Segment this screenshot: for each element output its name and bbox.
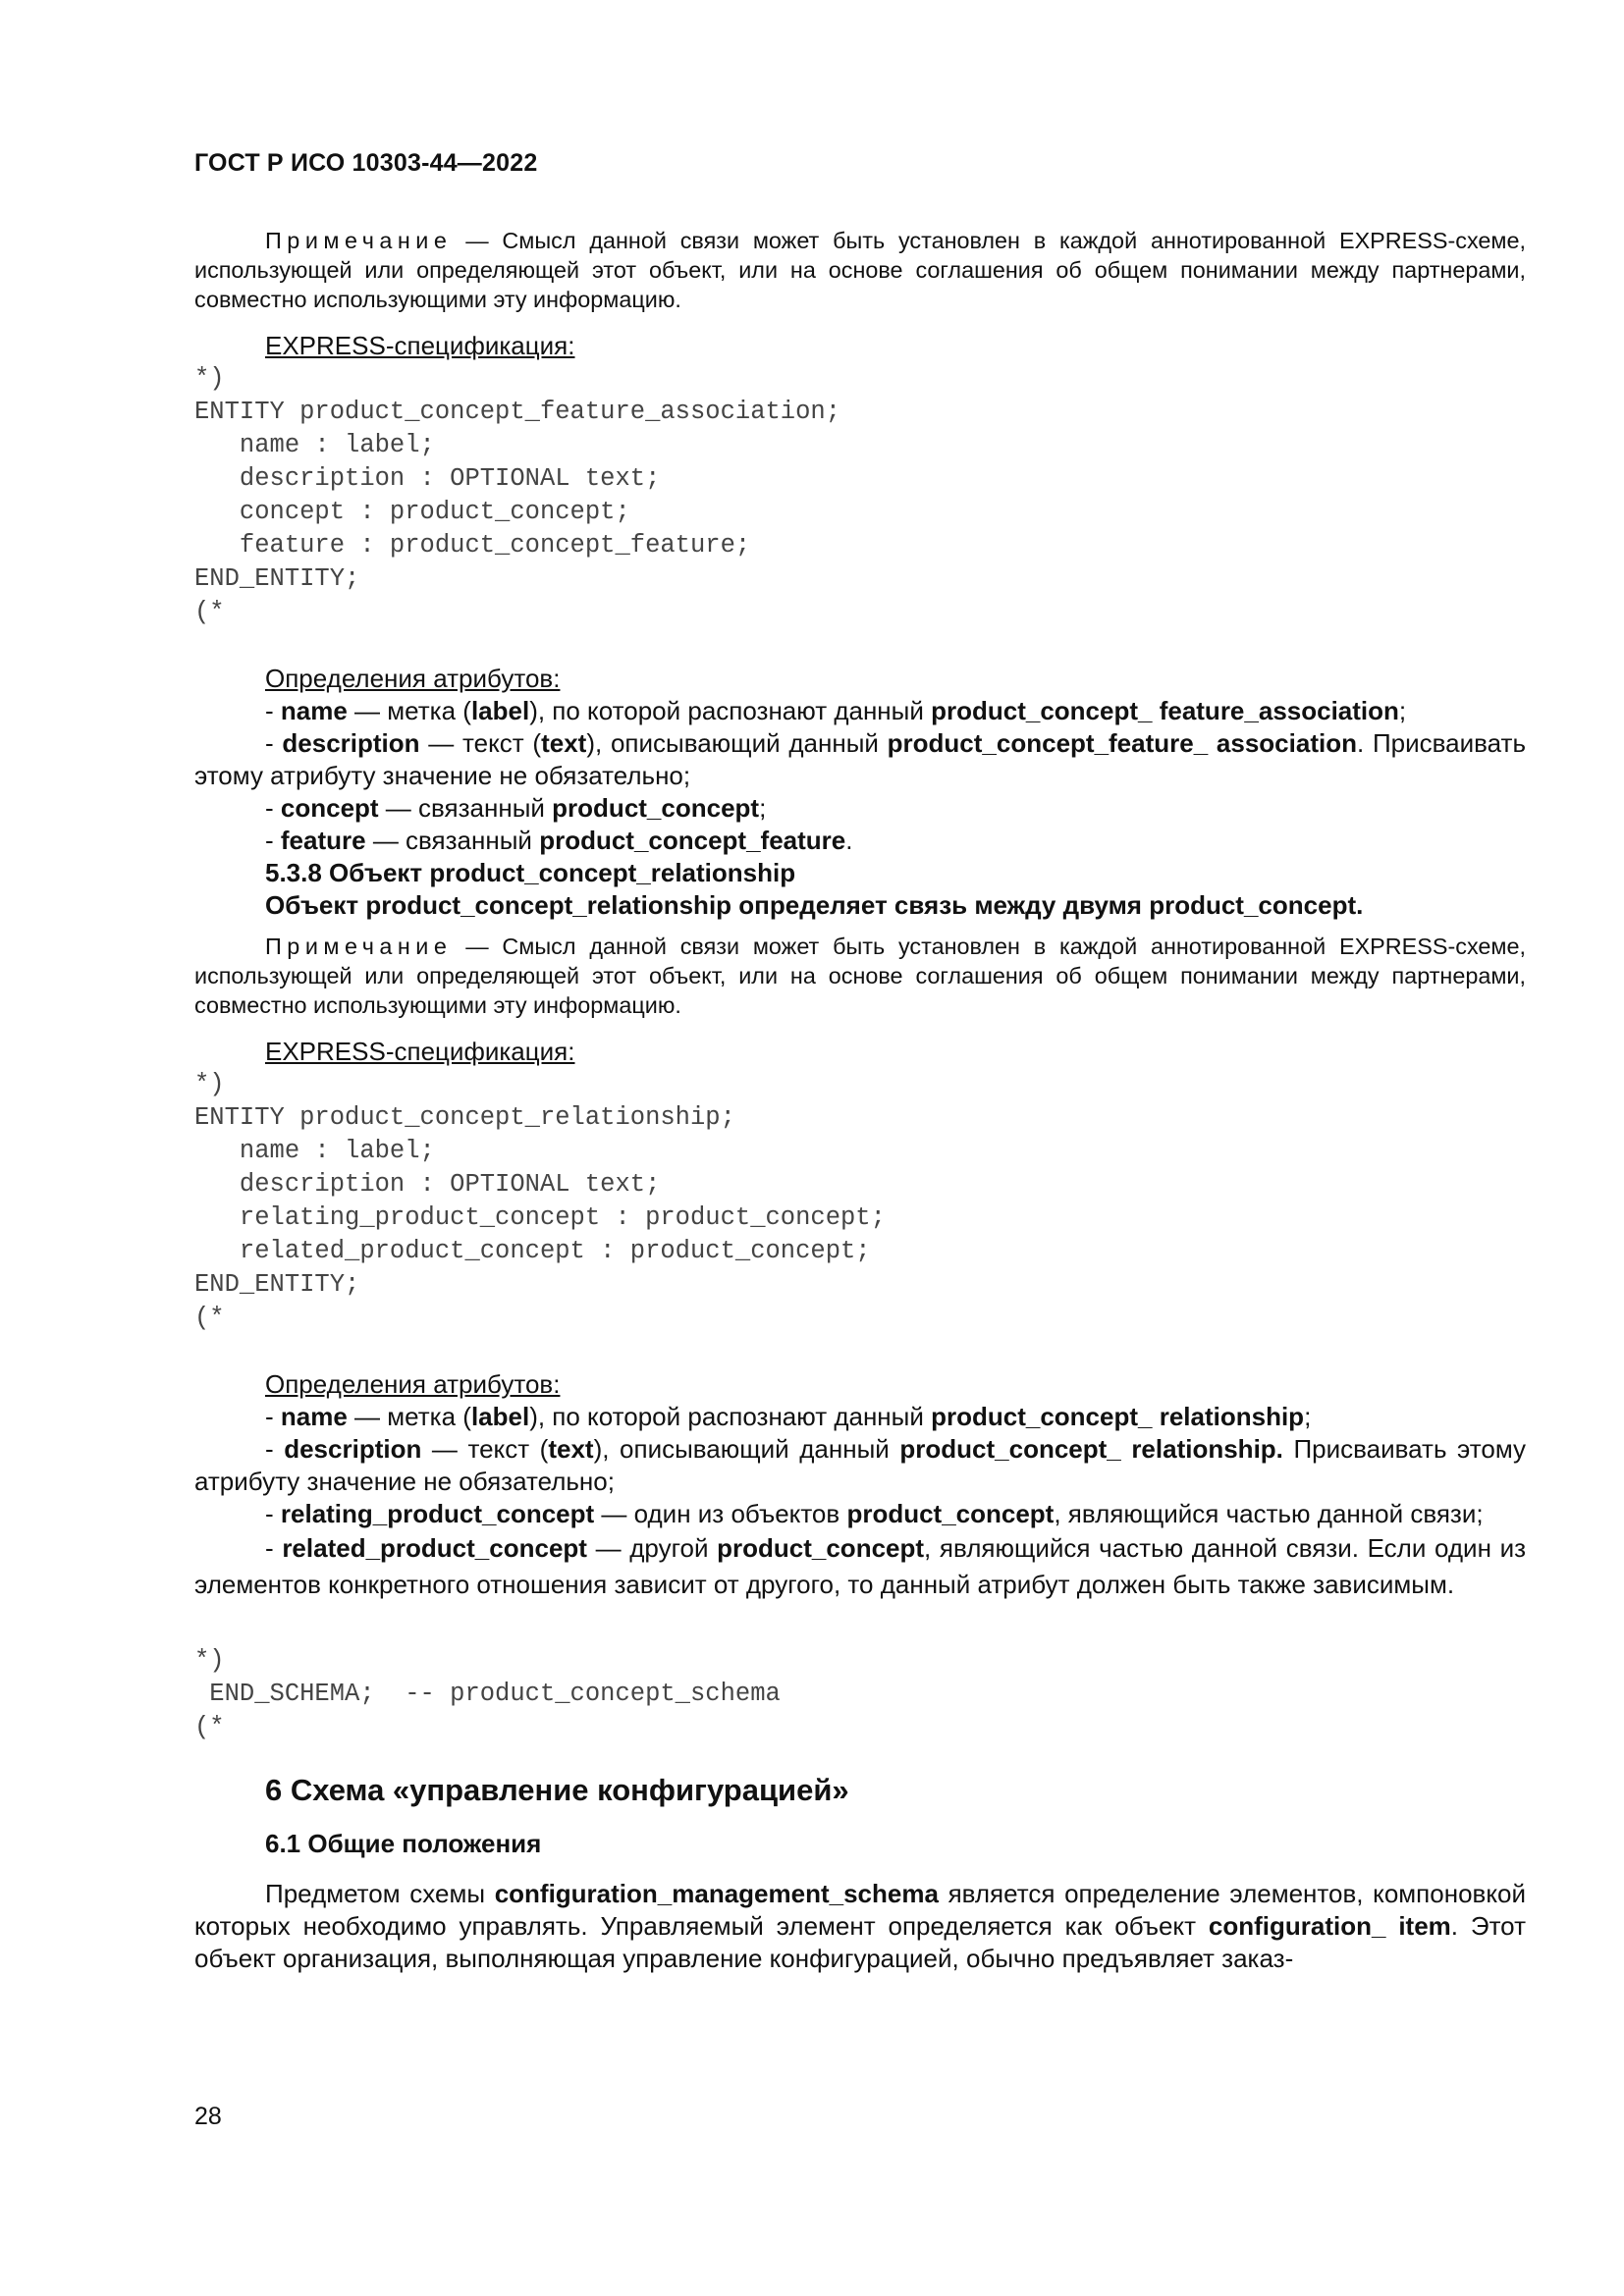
page-content xyxy=(194,226,1526,1975)
end-schema-code: *) END_SCHEMA; -- product_concept_schema (* xyxy=(194,1646,781,1741)
attribute-concept-def: - concept — связанный product_concept; xyxy=(265,793,767,823)
note-text: — Смысл данной связи может быть установлен в каждой аннотированной EXPRESS-схеме, использующей или определяющей этот объект, или на основе соглашения об общем понимании между партнерами, совместно использующими эту информацию. xyxy=(194,228,1526,312)
section-heading-6: 6 Схема «управление конфигурацией» xyxy=(265,1773,849,1807)
attribute-description-def: - description — текст (text), описывающий данный product_concept_ relationship. Присваивать этому атрибуту значение не обязательно; xyxy=(194,1434,1526,1496)
note-label: Примечание xyxy=(265,228,453,253)
attribute-feature-def: - feature — связанный product_concept_feature. xyxy=(265,826,853,855)
attribute-relating-def: - relating_product_concept — один из объектов product_concept, являющийся частью данной связи; xyxy=(265,1499,1484,1528)
section-subtitle-5-3-8: Объект product_concept_relationship определяет связь между двумя product_concept. xyxy=(265,890,1364,920)
attribute-related-def: - related_product_concept — другой product_concept, являющийся частью данной связи. Если один из элементов конкретного отношения зависит от другого, то данный атрибут должен быть также зависимым. xyxy=(194,1533,1527,1599)
attribute-name-def: - name — метка (label), по которой распознают данный product_concept_ relationship; xyxy=(265,1402,1312,1431)
express-spec-heading: EXPRESS-спецификация: xyxy=(265,1037,575,1066)
express-code-block: *) ENTITY product_concept_feature_association; name : label; description : OPTIONAL text; concept : product_concept; feature : product_concept_feature; END_ENTITY; (* xyxy=(194,364,841,626)
note-paragraph xyxy=(194,932,1526,1020)
document-header: ГОСТ Р ИСО 10303-44—2022 xyxy=(194,149,538,177)
section-heading-6-1: 6.1 Общие положения xyxy=(265,1829,542,1858)
attribute-name-def: - name — метка (label), по которой распознают данный product_concept_ feature_association; xyxy=(265,696,1407,725)
attribute-description-def: - description — текст (text), описывающий данный product_concept_feature_ association. Присваивать этому атрибуту значение не обязательно; xyxy=(194,728,1526,790)
express-code-block: *) ENTITY product_concept_relationship; name : label; description : OPTIONAL text; relating_product_concept : product_concept; related_product_concept : product_concept; END_ENTITY; (* xyxy=(194,1070,886,1332)
note-label: Примечание xyxy=(265,934,453,959)
attribute-definitions-heading: Определения атрибутов: xyxy=(265,1369,561,1399)
section-6-paragraph: Предметом схемы configuration_management_schema является определение элементов, компоновкой которых необходимо управлять. Управляемый элемент определяется как объект configuration_ item. Этот объект организация, выполняющая управление конфигурацией, обычно предъявляет заказ- xyxy=(194,1879,1526,1973)
express-spec-heading: EXPRESS-спецификация: xyxy=(265,331,575,360)
note-text: — Смысл данной связи может быть установлен в каждой аннотированной EXPRESS-схеме, использующей или определяющей этот объект, или на основе соглашения об общем понимании между партнерами, совместно использующими эту информацию. xyxy=(194,934,1526,1018)
note-paragraph xyxy=(194,226,1526,314)
attribute-definitions-heading: Определения атрибутов: xyxy=(265,664,561,693)
page-number: 28 xyxy=(194,2103,222,2130)
section-heading-5-3-8: 5.3.8 Объект product_concept_relationship xyxy=(265,858,796,887)
